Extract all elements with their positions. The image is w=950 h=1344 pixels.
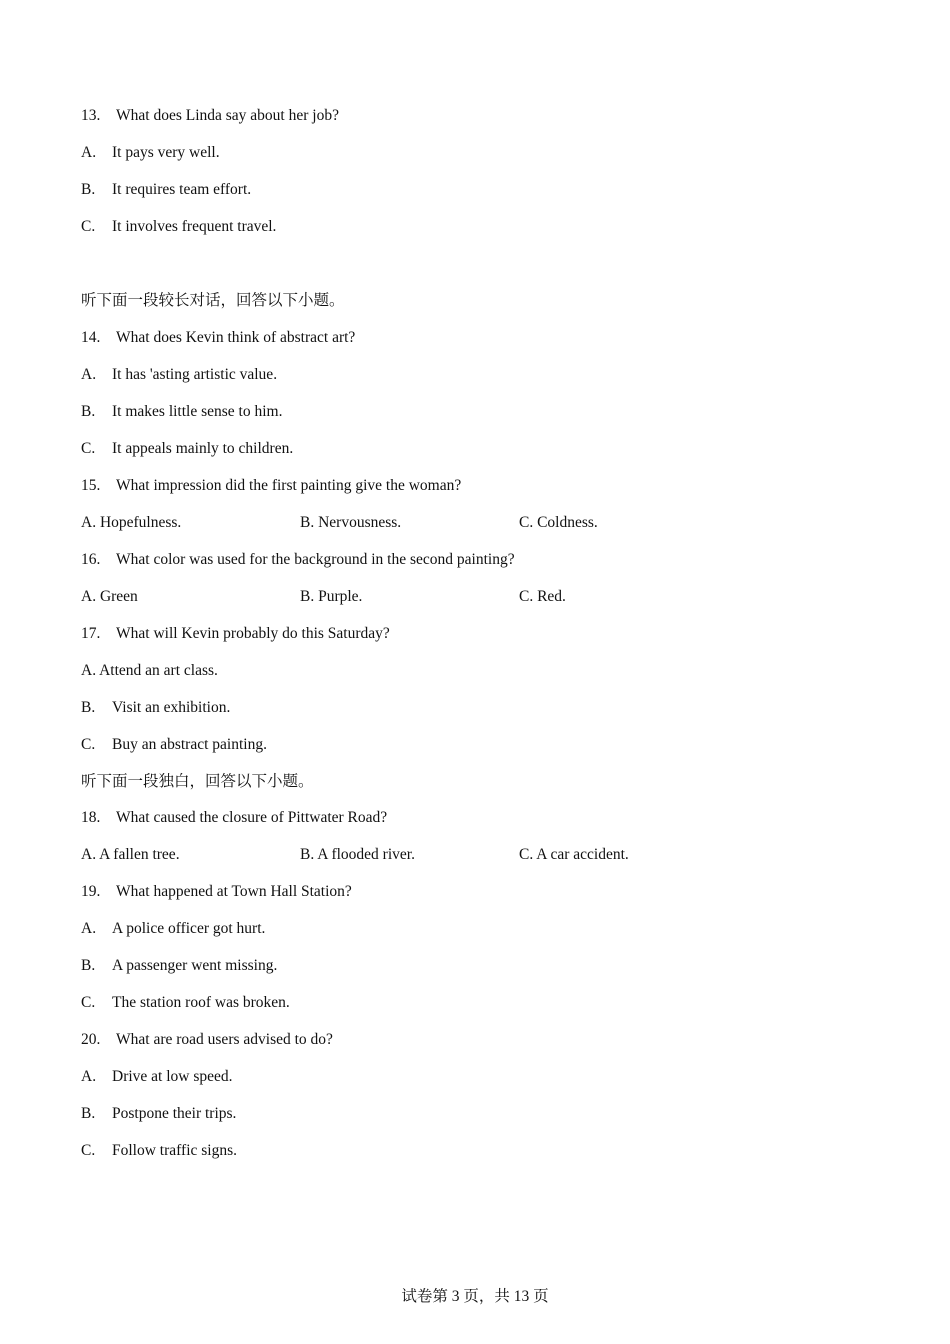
- option-letter: B.: [81, 403, 96, 420]
- question-number: 20.: [81, 1031, 101, 1048]
- option-20b: [81, 1104, 236, 1124]
- option-18c: C. A car accident.: [519, 846, 629, 863]
- question-text: What caused the closure of Pittwater Road?: [116, 809, 388, 826]
- option-letter: C.: [81, 218, 96, 235]
- option-17c: [81, 735, 267, 755]
- option-13c: [81, 217, 276, 237]
- question-number: 15.: [81, 477, 101, 494]
- question-number: 16.: [81, 551, 101, 568]
- question-13: [81, 106, 339, 126]
- option-text: Buy an abstract painting.: [112, 736, 267, 753]
- option-15b: B. Nervousness.: [300, 514, 402, 531]
- option-letter: A.: [81, 1068, 97, 1085]
- question-number: 18.: [81, 809, 101, 826]
- option-letter: C.: [81, 440, 96, 457]
- question-text: What does Linda say about her job?: [116, 107, 339, 124]
- option-text: The station roof was broken.: [112, 994, 290, 1011]
- question-text: What happened at Town Hall Station?: [116, 883, 352, 900]
- section-instruction-1: 听下面一段较长对话，回答以下小题。: [81, 292, 345, 309]
- option-17b: [81, 698, 230, 718]
- question-number: 14.: [81, 329, 101, 346]
- option-text: It involves frequent travel.: [112, 218, 277, 235]
- option-14c: [81, 439, 293, 459]
- question-text: What color was used for the background in the second painting?: [116, 551, 515, 568]
- question-number: 17.: [81, 625, 101, 642]
- option-letter: A.: [81, 366, 97, 383]
- option-letter: B.: [81, 1105, 96, 1122]
- option-text: Postpone their trips.: [112, 1105, 237, 1122]
- option-20c: [81, 1141, 237, 1161]
- option-15c: C. Coldness.: [519, 514, 598, 531]
- option-16a: A. Green: [81, 588, 138, 605]
- option-14b: [81, 402, 282, 422]
- option-text: Follow traffic signs.: [112, 1142, 237, 1159]
- option-text: Drive at low speed.: [112, 1068, 233, 1085]
- option-letter: C.: [81, 1142, 96, 1159]
- option-17a: A. Attend an art class.: [81, 662, 218, 679]
- question-16: [81, 550, 515, 570]
- option-text: It has 'asting artistic value.: [112, 366, 278, 383]
- question-number: 19.: [81, 883, 101, 900]
- option-letter: B.: [81, 699, 96, 716]
- option-19c: [81, 993, 290, 1013]
- option-text: It pays very well.: [112, 144, 220, 161]
- option-text: It requires team effort.: [112, 181, 252, 198]
- option-text: A passenger went missing.: [112, 957, 278, 974]
- question-14: [81, 328, 355, 348]
- question-text: What impression did the first painting give the woman?: [116, 477, 462, 494]
- option-letter: A.: [81, 920, 97, 937]
- question-17: [81, 624, 390, 644]
- option-14a: [81, 365, 277, 385]
- option-15a: A. Hopefulness.: [81, 514, 182, 531]
- option-13b: [81, 180, 251, 200]
- question-number: 13.: [81, 107, 101, 124]
- option-13a: [81, 143, 220, 163]
- option-text: A police officer got hurt.: [112, 920, 266, 937]
- question-18: [81, 808, 387, 828]
- question-text: What does Kevin think of abstract art?: [116, 329, 356, 346]
- option-text: Visit an exhibition.: [112, 699, 231, 716]
- option-letter: C.: [81, 736, 96, 753]
- page-footer: 试卷第 3 页，共 13 页: [401, 1288, 549, 1305]
- question-text: What will Kevin probably do this Saturday?: [116, 625, 390, 642]
- option-20a: [81, 1067, 233, 1087]
- section-instruction-2: 听下面一段独白，回答以下小题。: [81, 773, 314, 790]
- option-16c: C. Red.: [519, 588, 566, 605]
- question-text: What are road users advised to do?: [116, 1031, 333, 1048]
- question-15: [81, 476, 461, 496]
- option-letter: B.: [81, 957, 96, 974]
- question-20: [81, 1030, 333, 1050]
- option-16b: B. Purple.: [300, 588, 363, 605]
- option-18a: A. A fallen tree.: [81, 846, 180, 863]
- option-letter: A.: [81, 144, 97, 161]
- option-19b: [81, 956, 277, 976]
- option-letter: B.: [81, 181, 96, 198]
- option-text: It appeals mainly to children.: [112, 440, 294, 457]
- question-19: [81, 882, 352, 902]
- option-19a: [81, 919, 265, 939]
- option-18b: B. A flooded river.: [300, 846, 415, 863]
- option-text: It makes little sense to him.: [112, 403, 283, 420]
- option-letter: C.: [81, 994, 96, 1011]
